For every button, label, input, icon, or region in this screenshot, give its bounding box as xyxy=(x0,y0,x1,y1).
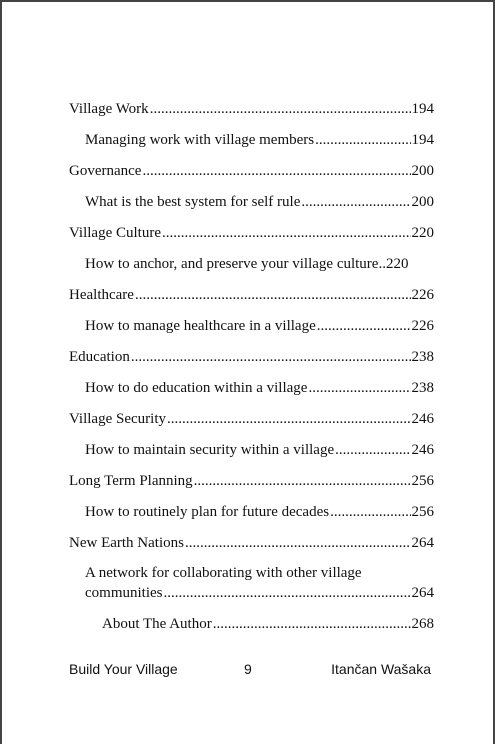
toc-leader-dots xyxy=(315,130,410,150)
toc-entry[interactable] xyxy=(69,88,434,119)
toc-entry[interactable] xyxy=(69,243,434,274)
table-of-contents xyxy=(69,88,434,634)
toc-entry[interactable] xyxy=(69,274,434,305)
toc-entry-page: 268 xyxy=(411,616,434,632)
toc-leader-dots xyxy=(164,583,411,603)
toc-entry[interactable] xyxy=(69,181,434,212)
toc-entry-title: Village Culture xyxy=(69,225,161,241)
toc-entry-page: 238 xyxy=(411,380,434,396)
toc-entry-page: 226 xyxy=(411,287,434,303)
toc-entry-title: How to manage healthcare in a village xyxy=(85,318,316,334)
footer-book-title: Build Your Village xyxy=(69,661,178,677)
toc-entry[interactable] xyxy=(69,212,434,243)
toc-entry-page: 200 xyxy=(411,194,434,210)
toc-entry-page: 264 xyxy=(411,585,434,601)
toc-entry-title: How to routinely plan for future decades xyxy=(85,504,330,520)
toc-entry[interactable] xyxy=(69,429,434,460)
toc-entry[interactable] xyxy=(69,305,434,336)
toc-leader-dots xyxy=(131,347,411,367)
toc-entry-title: Managing work with village members xyxy=(85,132,315,148)
toc-entry[interactable] xyxy=(69,603,434,634)
toc-entry-title: How to maintain security within a village xyxy=(85,442,335,458)
toc-entry[interactable] xyxy=(69,367,434,398)
toc-entry-page: 256 xyxy=(411,473,434,489)
toc-entry[interactable] xyxy=(69,119,434,150)
toc-entry-title-continued: communities xyxy=(85,585,163,601)
toc-leader-dots xyxy=(335,440,410,460)
toc-leader-dots xyxy=(150,99,411,119)
toc-entry[interactable] xyxy=(69,491,434,522)
toc-entry-title: How to anchor, and preserve your village culture. xyxy=(85,256,383,272)
toc-leader-dots xyxy=(301,192,410,212)
toc-entry[interactable] xyxy=(69,336,434,367)
toc-leader-dots xyxy=(142,161,410,181)
toc-entry-page: 194 xyxy=(411,132,434,148)
toc-entry-title: Village Security xyxy=(69,411,166,427)
toc-entry-title: Governance xyxy=(69,163,142,179)
footer-author: Itančan Wašaka xyxy=(331,661,431,677)
toc-entry-page: 226 xyxy=(411,318,434,334)
toc-entry-page: .220 xyxy=(382,256,409,272)
toc-entry-title: What is the best system for self rule xyxy=(85,194,301,210)
toc-entry-page: 246 xyxy=(411,411,434,427)
toc-entry-title: About The Author xyxy=(102,616,212,632)
toc-leader-dots xyxy=(213,614,411,634)
toc-entry-page: 246 xyxy=(411,442,434,458)
toc-entry-page: 256 xyxy=(411,504,434,520)
toc-entry[interactable] xyxy=(69,398,434,429)
toc-entry-title: Healthcare xyxy=(69,287,134,303)
toc-leader-dots xyxy=(167,409,411,429)
toc-entry[interactable] xyxy=(69,150,434,181)
toc-entry-title: A network for collaborating with other village xyxy=(85,565,362,581)
toc-entry[interactable] xyxy=(69,460,434,491)
toc-leader-dots xyxy=(185,533,411,553)
toc-entry-page: 220 xyxy=(411,225,434,241)
toc-entry-page: 194 xyxy=(411,101,434,117)
toc-leader-dots xyxy=(330,502,410,522)
toc-leader-dots xyxy=(317,316,411,336)
footer-page-number: 9 xyxy=(244,661,252,677)
toc-entry-page: 238 xyxy=(411,349,434,365)
toc-leader-dots xyxy=(162,223,411,243)
toc-entry-page: 264 xyxy=(411,535,434,551)
toc-entry-page: 200 xyxy=(411,163,434,179)
toc-entry-title: How to do education within a village xyxy=(85,380,308,396)
toc-entry-title: New Earth Nations xyxy=(69,535,184,551)
toc-entry[interactable] xyxy=(69,553,434,603)
toc-entry-title: Education xyxy=(69,349,130,365)
toc-entry-title: Village Work xyxy=(69,101,149,117)
toc-entry-title: Long Term Planning xyxy=(69,473,193,489)
toc-leader-dots xyxy=(194,471,411,491)
page-footer xyxy=(69,661,431,679)
toc-entry[interactable] xyxy=(69,522,434,553)
toc-leader-dots xyxy=(308,378,410,398)
toc-leader-dots xyxy=(135,285,411,305)
